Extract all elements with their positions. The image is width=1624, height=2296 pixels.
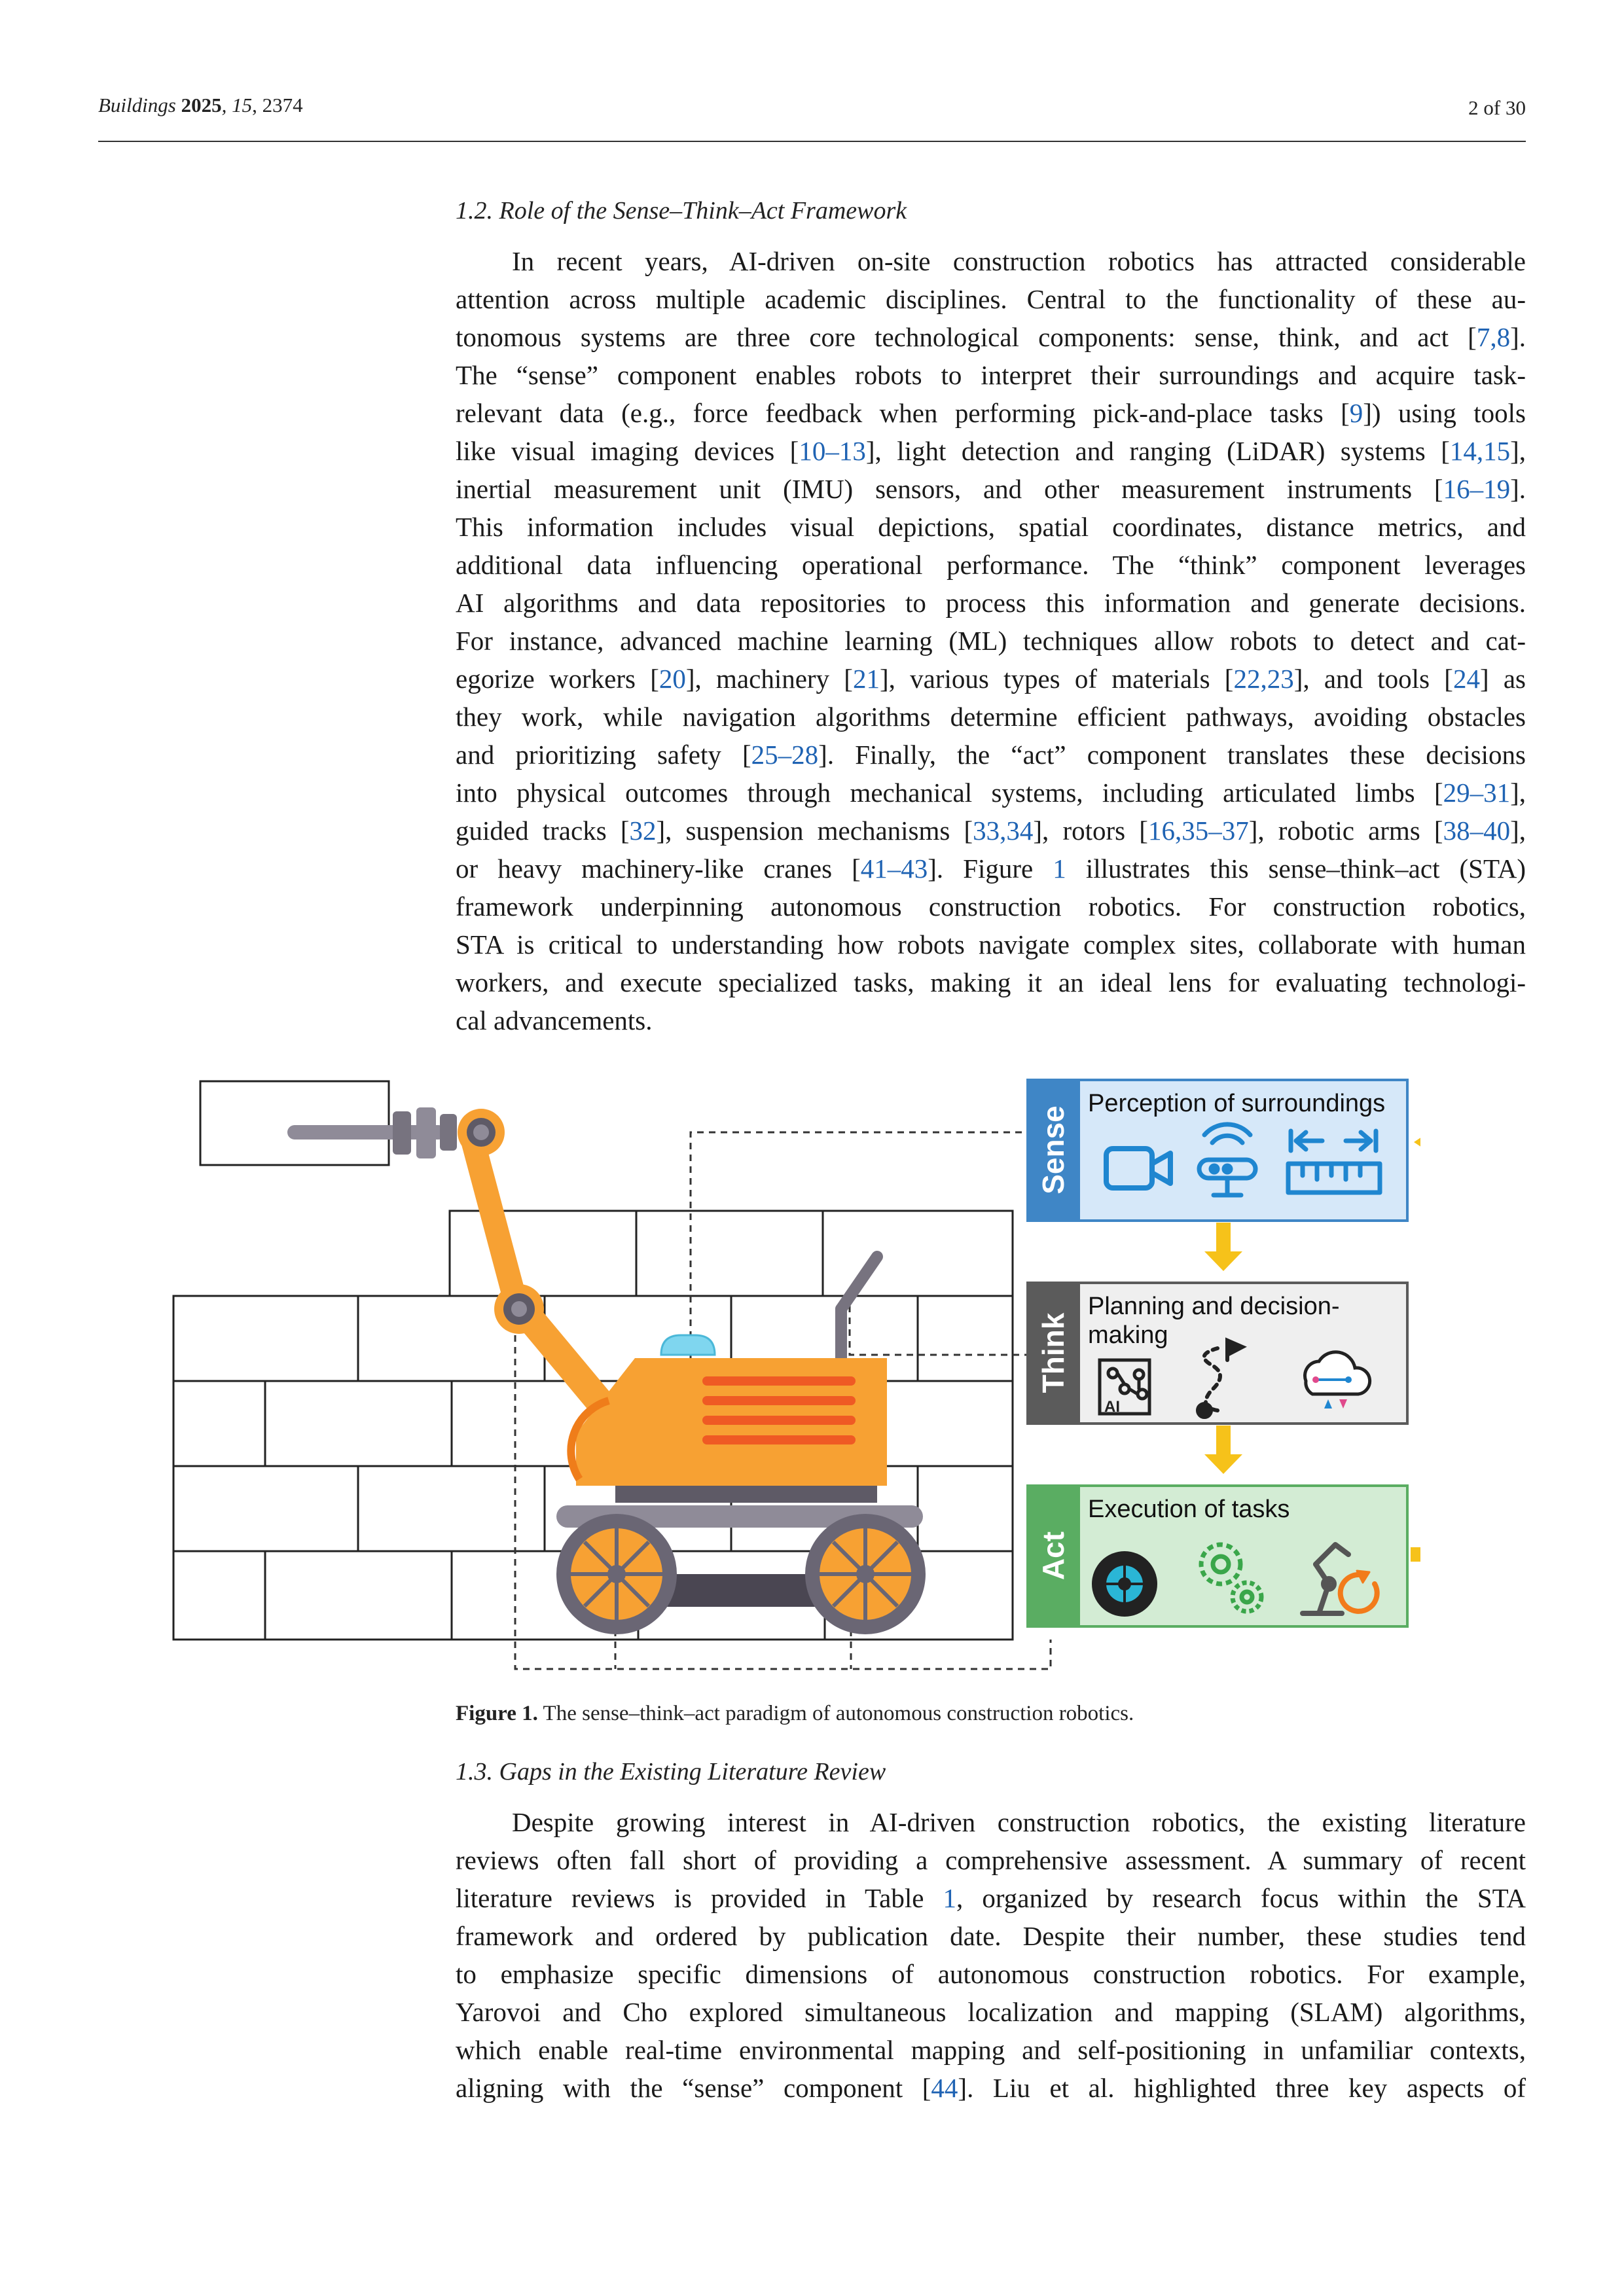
paragraph-line: or heavy machinery-like cranes [41–43]. Figure 1 illustrates this sense–think–act (STA) (456, 853, 1526, 884)
journal-name: Buildings (98, 94, 176, 117)
paragraph-line: aligning with the “sense” component [44]. Liu et al. highlighted three key aspects of (456, 2073, 1526, 2103)
paragraph-line: inertial measurement unit (IMU) sensors, and other measurement instruments [16–19]. (456, 474, 1526, 504)
article-number: 2374 (262, 94, 303, 117)
figure-sense-think-act (164, 1067, 1420, 1689)
sense-panel (1028, 1080, 1407, 1221)
paragraph-line: reviews often fall short of providing a comprehensive assessment. A summary of recent (456, 1845, 1526, 1875)
running-header: Buildings 2025, 15, 2374 (98, 94, 303, 117)
section-1-3-paragraph (456, 1803, 1526, 2107)
paragraph-line: The “sense” component enables robots to interpret their surroundings and acquire task- (456, 360, 1526, 390)
journal-volume: 15 (232, 94, 253, 117)
paragraph-line: relevant data (e.g., force feedback when performing pick-and-place tasks [9]) using tools (456, 398, 1526, 428)
ai-label: AI (1104, 1398, 1120, 1416)
paragraph-line: tonomous systems are three core technological components: sense, think, and act [7,8]. (456, 322, 1526, 352)
paragraph-line: framework underpinning autonomous construction robotics. For construction robotics, (456, 891, 1526, 922)
figure-caption (456, 1702, 1134, 1726)
paragraph-line: to emphasize specific dimensions of autonomous construction robotics. For example, (456, 1959, 1526, 1989)
journal-year: 2025 (181, 94, 222, 117)
think-title-line2: making (1088, 1321, 1168, 1349)
empty-box (200, 1081, 389, 1165)
think-tag: Think (1036, 1312, 1070, 1393)
wheel-right (805, 1514, 926, 1634)
sense-to-think-arrow (1204, 1223, 1242, 1271)
act-tag: Act (1036, 1531, 1070, 1581)
think-panel (1028, 1283, 1407, 1424)
page-number: 2 of 30 (1468, 96, 1526, 119)
sense-tag: Sense (1036, 1105, 1070, 1194)
sense-title: Perception of surroundings (1088, 1090, 1386, 1117)
paragraph-line: guided tracks [32], suspension mechanisms [33,34], rotors [16,35–37], robotic arms [38–40], (456, 816, 1526, 846)
paragraph-line: additional data influencing operational performance. The “think” component leverages (456, 550, 1526, 580)
figure-caption-text: The sense–think–act paradigm of autonomous construction robotics. (543, 1702, 1134, 1725)
paragraph-line: For instance, advanced machine learning (ML) techniques allow robots to detect and cat- (456, 626, 1526, 656)
wheel-icon (1092, 1551, 1157, 1617)
think-to-act-arrow (1204, 1426, 1242, 1474)
act-panel (1028, 1486, 1407, 1626)
paragraph-line: framework and ordered by publication date. Despite their number, these studies tend (456, 1921, 1526, 1951)
header-divider (98, 141, 1526, 142)
paragraph-line: Yarovoi and Cho explored simultaneous localization and mapping (SLAM) algorithms, (456, 1997, 1526, 2027)
section-heading-1-3: 1.3. Gaps in the Existing Literature Review (456, 1758, 886, 1785)
feedback-arrow (1411, 1127, 1420, 1554)
paragraph-line: and prioritizing safety [25–28]. Finally, the “act” component translates these decisions (456, 740, 1526, 770)
paragraph-line: Despite growing interest in AI-driven construction robotics, the existing literature (512, 1807, 1526, 1837)
paragraph-line: literature reviews is provided in Table 1, organized by research focus within the STA (456, 1883, 1526, 1913)
wheel-left (556, 1514, 677, 1634)
paragraph-line: AI algorithms and data repositories to process this information and generate decisions. (456, 588, 1526, 618)
paragraph-line: STA is critical to understanding how robots navigate complex sites, collaborate with human (456, 929, 1526, 960)
paragraph-line: which enable real-time environmental mapping and self-positioning in unfamiliar contexts, (456, 2035, 1526, 2065)
paragraph-line: In recent years, AI-driven on-site construction robotics has attracted considerable (512, 246, 1526, 276)
paragraph-line: cal advancements. (456, 1005, 653, 1035)
figure-caption-label: Figure 1. (456, 1702, 538, 1725)
think-title-line1: Planning and decision- (1088, 1293, 1340, 1320)
paragraph-line: egorize workers [20], machinery [21], various types of materials [22,23], and tools [24] as (456, 664, 1526, 694)
paragraph-line: attention across multiple academic disciplines. Central to the functionality of these au- (456, 284, 1526, 314)
paragraph-line: into physical outcomes through mechanical systems, including articulated limbs [29–31], (456, 778, 1526, 808)
act-title: Execution of tasks (1088, 1496, 1290, 1523)
section-heading-1-2: 1.2. Role of the Sense–Think–Act Framework (456, 197, 907, 224)
paragraph-line: like visual imaging devices [10–13], light detection and ranging (LiDAR) systems [14,15], (456, 436, 1526, 466)
paragraph-line: This information includes visual depictions, spatial coordinates, distance metrics, and (456, 512, 1526, 542)
paragraph-line: workers, and execute specialized tasks, making it an ideal lens for evaluating technologi- (456, 967, 1526, 997)
section-1-2-paragraph (456, 242, 1526, 1039)
paragraph-line: they work, while navigation algorithms determine efficient pathways, avoiding obstacles (456, 702, 1526, 732)
